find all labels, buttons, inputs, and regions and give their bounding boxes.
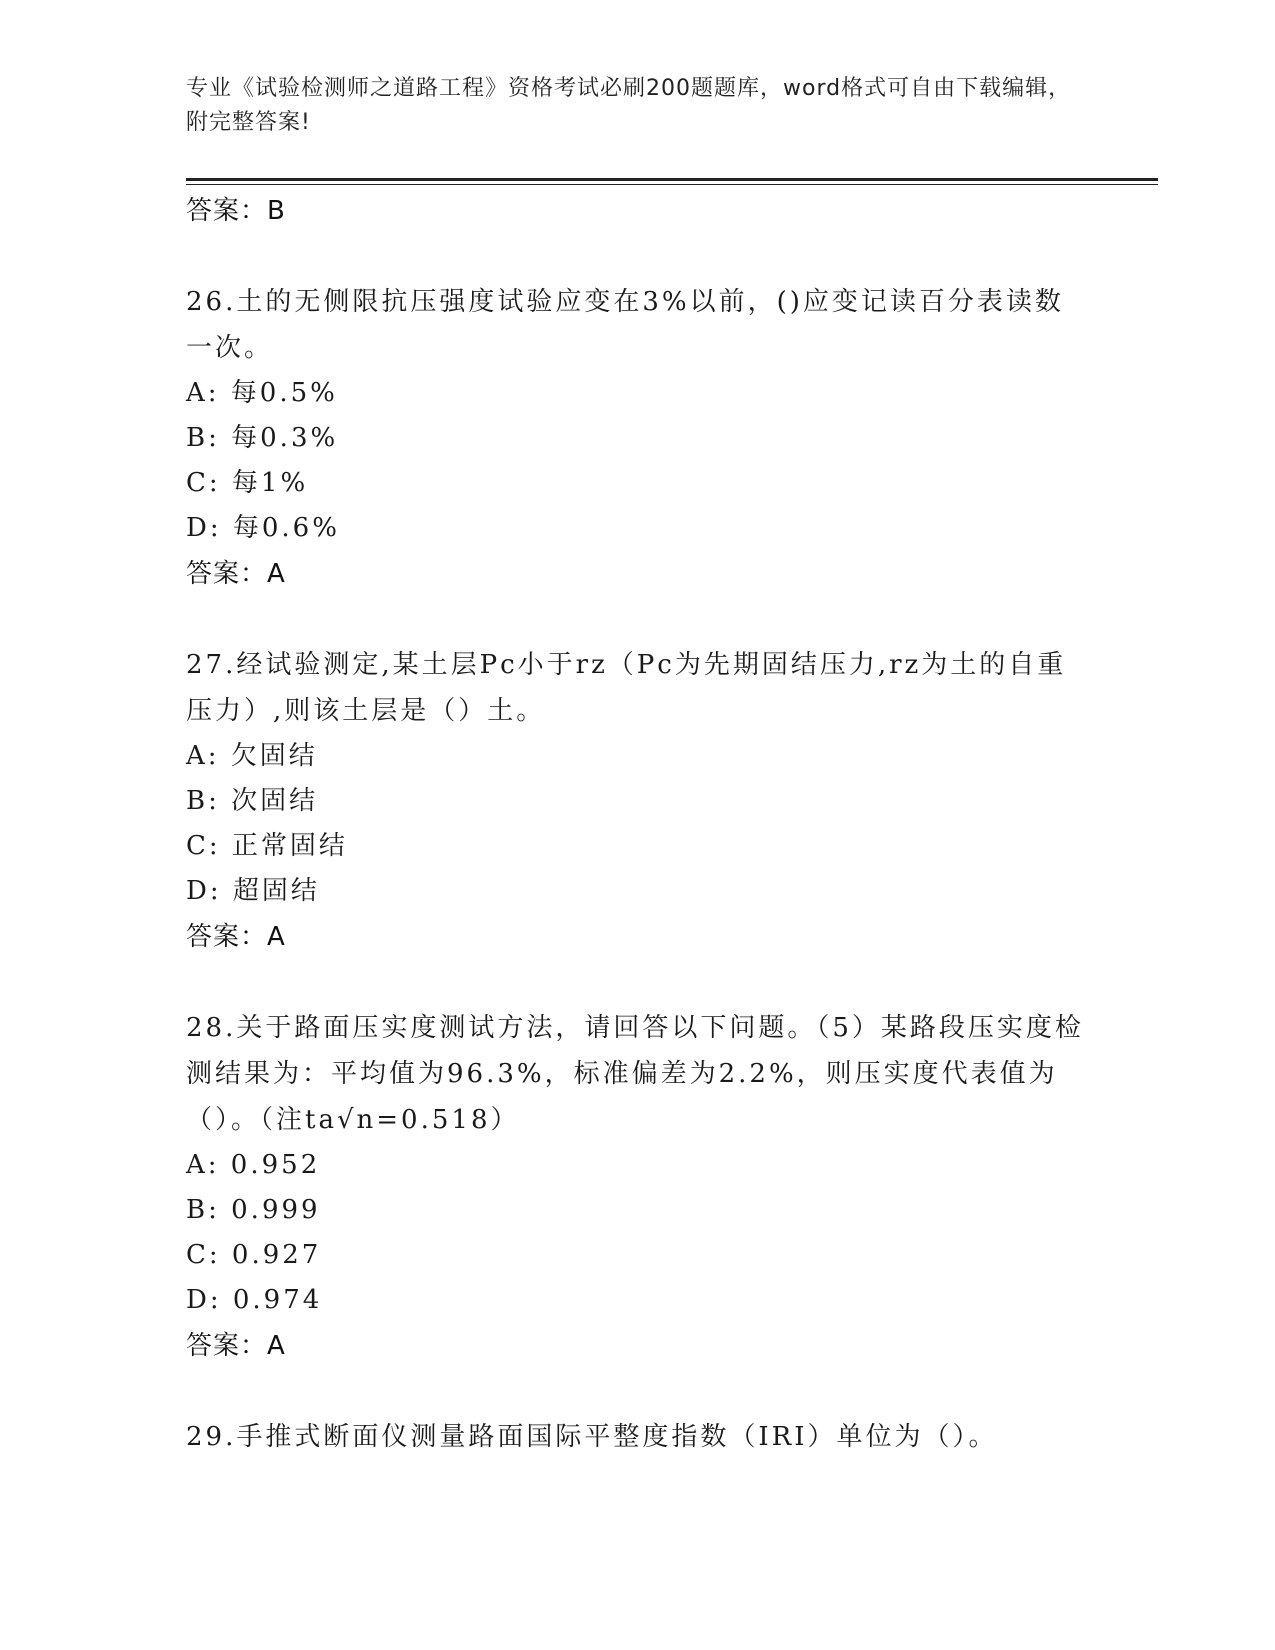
option-c: C: 0.927: [186, 1240, 322, 1270]
answer-line: 答案：B: [186, 196, 286, 226]
option-b: B: 次固结: [186, 786, 319, 816]
answer-line: 答案：A: [186, 559, 286, 589]
question-stem: 28.关于路面压实度测试方法，请回答以下问题。（5）某路段压实度检测结果为：平均值为96.3%，标准偏差为2.2%，则压实度代表值为（）。（注ta√n=0.518）: [186, 1013, 1084, 1135]
option-a: A: 欠固结: [186, 741, 318, 771]
question-stem: 27.经试验测定,某土层Pc小于rz（Pc为先期固结压力,rz为土的自重压力）,则该土层是（）土。: [186, 650, 1067, 726]
question-stem: 29.手推式断面仪测量路面国际平整度指数（IRI）单位为（）。: [186, 1422, 998, 1452]
answer-line: 答案：A: [186, 922, 286, 952]
option-b: B: 0.999: [186, 1195, 321, 1225]
question-26: [186, 279, 1086, 597]
option-d: D: 每0.6%: [186, 513, 340, 543]
document-header: 专业《试验检测师之道路工程》资格考试必刷200题题库，word格式可自由下载编辑，附完整答案!: [186, 76, 1072, 135]
option-c: C: 正常固结: [186, 831, 348, 861]
option-c: C: 每1%: [186, 468, 309, 498]
question-29: [186, 1414, 1086, 1460]
question-27: [186, 642, 1086, 960]
option-b: B: 每0.3%: [186, 423, 339, 453]
option-a: A: 每0.5%: [186, 378, 338, 408]
answer-line: 答案：A: [186, 1331, 286, 1361]
question-stem: 26.土的无侧限抗压强度试验应变在3%以前，()应变记读百分表读数一次。: [186, 287, 1064, 363]
option-d: D: 0.974: [186, 1285, 323, 1315]
header-divider-thin: [186, 184, 1158, 185]
header-divider-thick: [186, 178, 1158, 181]
document-body: [186, 188, 1086, 1460]
option-a: A: 0.952: [186, 1150, 321, 1180]
option-d: D: 超固结: [186, 876, 320, 906]
question-28: [186, 1005, 1086, 1369]
